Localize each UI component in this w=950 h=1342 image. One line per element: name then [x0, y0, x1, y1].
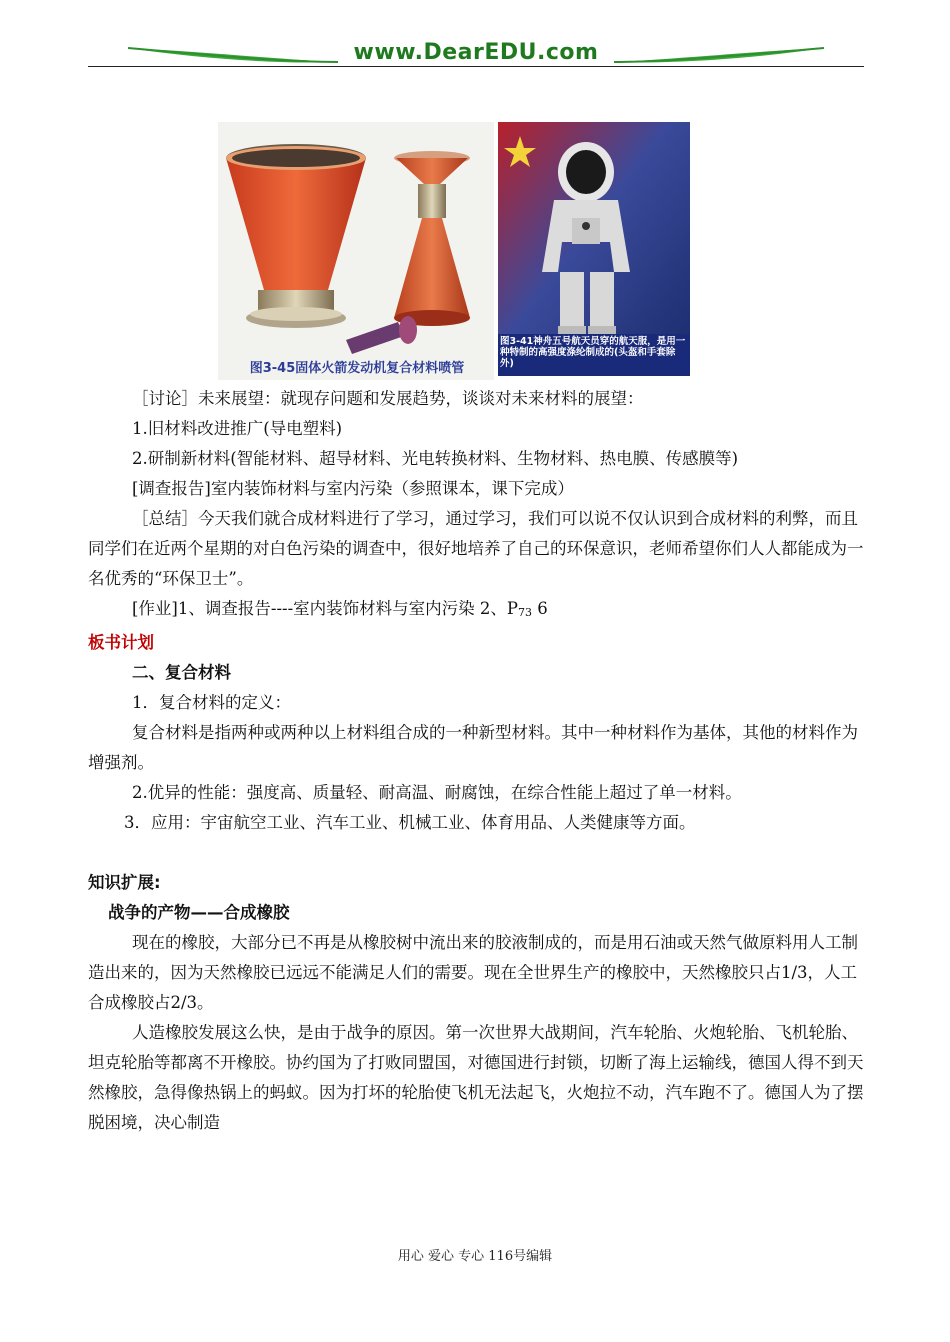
homework-paragraph — [88, 594, 864, 628]
main-content — [88, 384, 864, 1138]
summary-paragraph: ［总结］今天我们就合成材料进行了学习，通过学习，我们可以说不仅认识到合成材料的利弊，而且同学们在近两个星期的对白色污染的调查中，很好地培养了自己的环保意识，老师希望你们人人都能成为一名优秀的“环保卫士”。 — [88, 509, 864, 588]
board-definition-text: 复合材料是指两种或两种以上材料组合成的一种新型材料。其中一种材料作为基体，其他的材料作为增强剂。 — [88, 723, 858, 772]
site-logo-text: www.DearEDU.com — [353, 40, 599, 65]
figure-rocket-nozzle — [218, 122, 494, 380]
board-definition-title: 1．复合材料的定义： — [132, 693, 291, 712]
figure-astronaut-suit — [498, 122, 690, 376]
extension-subtitle: 战争的产物——合成橡胶 — [108, 903, 290, 922]
homework-number: 6 — [532, 599, 548, 618]
page-footer: 用心 爱心 专心 116号编辑 — [397, 1249, 553, 1264]
board-plan-heading: 板书计划 — [88, 633, 154, 652]
rocket-nozzle-image — [218, 122, 494, 380]
board-properties: 2.优异的性能：强度高、质量轻、耐高温、耐腐蚀，在综合性能上超过了单一材料。 — [132, 783, 742, 802]
extension-heading: 知识扩展: — [88, 873, 161, 892]
figure-caption-nozzle: 图3-45固体火箭发动机复合材料喷管 — [249, 361, 465, 376]
survey-paragraph: [调查报告]室内装饰材料与室内污染（参照课本，课下完成） — [132, 479, 574, 498]
homework-text: [作业]1、调查报告----室内装饰材料与室内污染 2、P — [132, 599, 519, 618]
discussion-item-1: 1.旧材料改进推广(导电塑料) — [132, 419, 343, 438]
discussion-item-2: 2.研制新材料(智能材料、超导材料、光电转换材料、生物材料、热电膜、传感膜等) — [132, 449, 739, 468]
discussion-paragraph: ［讨论］未来展望：就现存问题和发展趋势，谈谈对未来材料的展望： — [132, 389, 644, 408]
board-applications: 3．应用：宇宙航空工业、汽车工业、机械工业、体育用品、人类健康等方面。 — [124, 813, 696, 832]
homework-page-subscript: 73 — [518, 606, 533, 619]
figure-caption-astronaut: 图3-41神舟五号航天员穿的航天服，是用一种特制的高强度涤纶制成的(头盔和手套除外) — [500, 336, 686, 369]
header-rule — [88, 66, 864, 67]
spacer — [88, 838, 864, 868]
board-section-heading: 二、复合材料 — [132, 663, 231, 682]
extension-paragraph-2: 人造橡胶发展这么快，是由于战争的原因。第一次世界大战期间，汽车轮胎、火炮轮胎、飞机轮胎、坦克轮胎等都离不开橡胶。协约国为了打败同盟国，对德国进行封锁，切断了海上运输线，德国人得不到天然橡胶，急得像热锅上的蚂蚁。因为打坏的轮胎使飞机无法起飞，火炮拉不动，汽车跑不了。德国人为了摆脱困境，决心制造 — [88, 1023, 864, 1132]
extension-paragraph-1: 现在的橡胶，大部分已不再是从橡胶树中流出来的胶液制成的，而是用石油或天然气做原料用人工制造出来的，因为天然橡胶已远远不能满足人们的需要。现在全世界生产的橡胶中，天然橡胶只占1/3，人工合成橡胶占2/3。 — [88, 933, 858, 1012]
